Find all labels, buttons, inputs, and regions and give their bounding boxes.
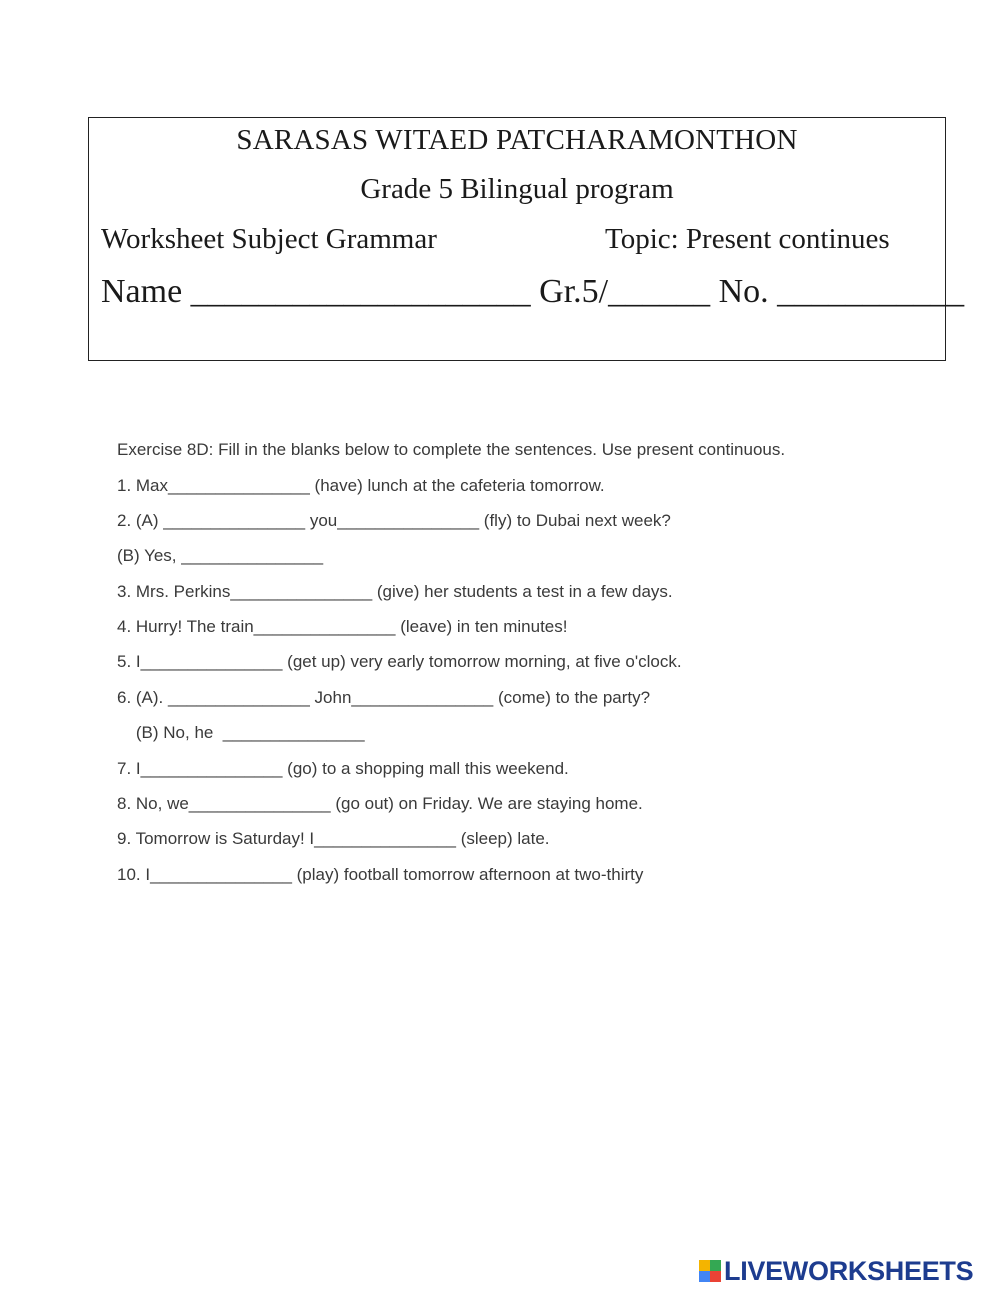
exercise-line-6b: (B) No, he _______________: [117, 723, 365, 742]
logo-square-3: [699, 1271, 710, 1282]
worksheet-subject: Worksheet Subject Grammar: [101, 223, 437, 255]
worksheet-topic: Topic: Present continues: [605, 223, 890, 255]
exercise-instruction: Exercise 8D: Fill in the blanks below to complete the sentences. Use present continuous.: [117, 440, 786, 459]
logo-square-2: [710, 1260, 721, 1271]
grade-program: Grade 5 Bilingual program: [360, 173, 674, 205]
worksheet-header: [88, 117, 965, 361]
exercise-line-3: 3. Mrs. Perkins_______________ (give) her students a test in a few days.: [117, 582, 673, 601]
school-name: SARASAS WITAED PATCHARAMONTHON: [236, 124, 798, 156]
exercise-line-8: 8. No, we_______________ (go out) on Friday. We are staying home.: [117, 794, 643, 813]
student-info-row: Name ____________________ Gr.5/______ No. ___________: [101, 273, 965, 310]
logo-square-1: [699, 1260, 710, 1271]
liveworksheets-brand: LIVEWORKSHEETS: [724, 1255, 974, 1286]
exercise-line-4: 4. Hurry! The train_______________ (leave) in ten minutes!: [117, 617, 568, 636]
liveworksheets-logo-icon: [699, 1260, 721, 1282]
exercise-line-1: 1. Max_______________ (have) lunch at the cafeteria tomorrow.: [117, 476, 605, 495]
liveworksheets-logo[interactable]: [699, 1255, 974, 1286]
exercise-line-5: 5. I_______________ (get up) very early tomorrow morning, at five o'clock.: [117, 652, 682, 671]
exercise-line-7: 7. I_______________ (go) to a shopping mall this weekend.: [117, 759, 569, 778]
exercise-line-2b: (B) Yes, _______________: [117, 546, 324, 565]
exercise-line-9: 9. Tomorrow is Saturday! I_______________ (sleep) late.: [117, 829, 550, 848]
logo-square-4: [710, 1271, 721, 1282]
exercise-line-6a: 6. (A). _______________ John_______________ (come) to the party?: [117, 688, 651, 707]
exercise-line-10: 10. I_______________ (play) football tomorrow afternoon at two-thirty: [117, 865, 644, 884]
exercise-line-2a: 2. (A) _______________ you_______________ (fly) to Dubai next week?: [117, 511, 671, 530]
